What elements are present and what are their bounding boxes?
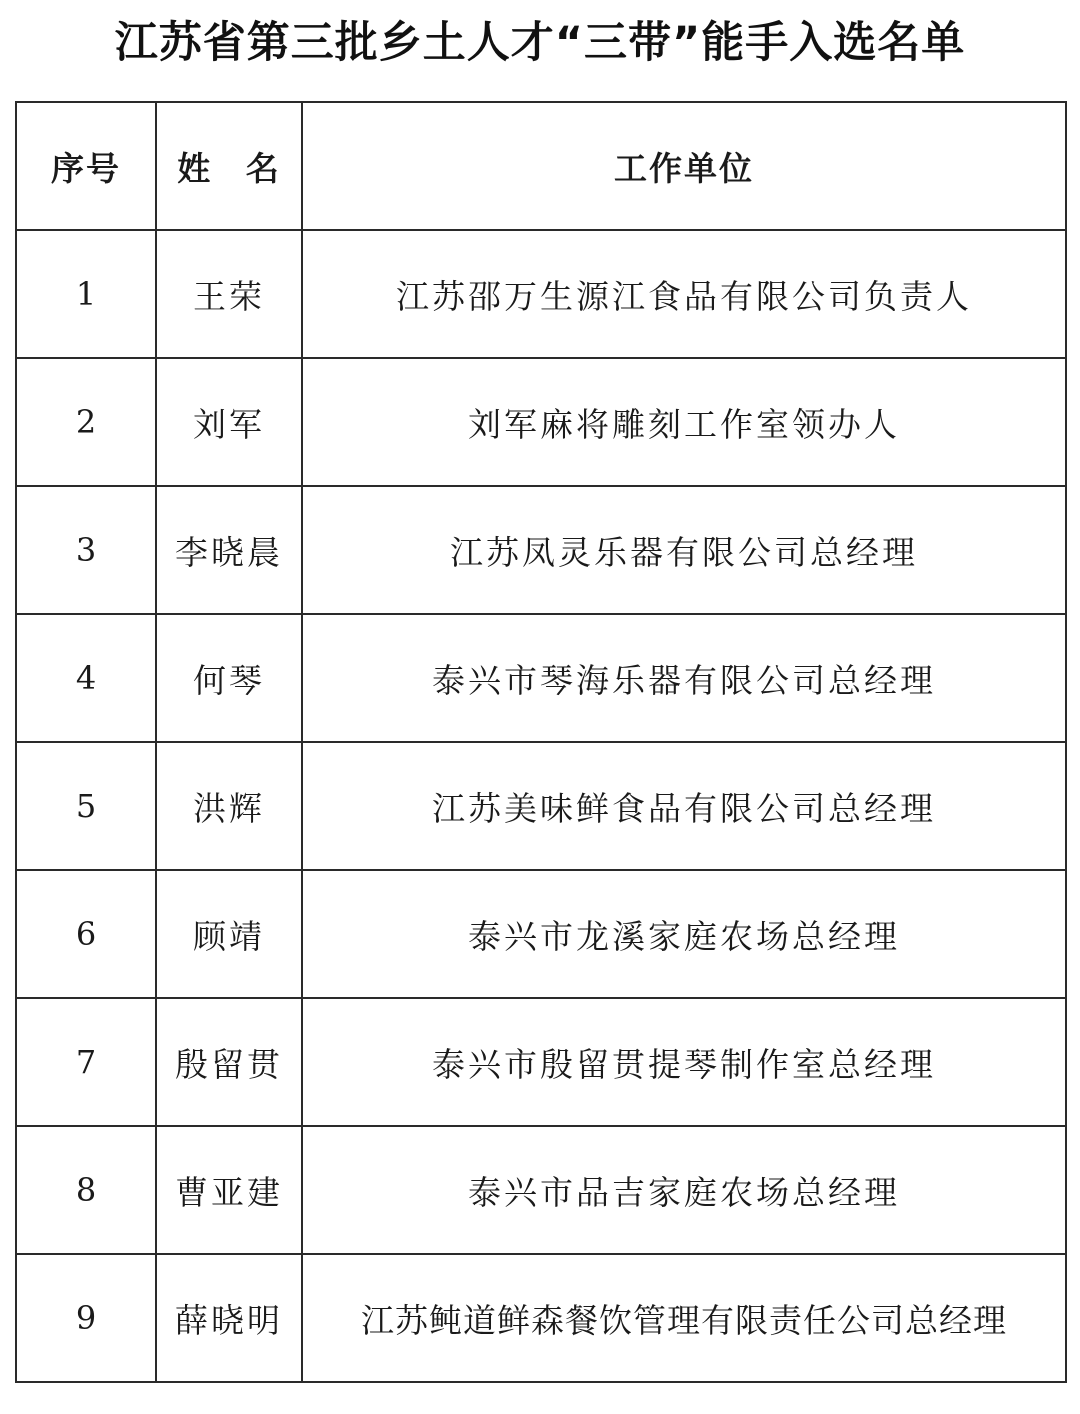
cell-name: 刘军 [156, 358, 302, 486]
cell-unit: 江苏鲀道鲜森餐饮管理有限责任公司总经理 [302, 1254, 1066, 1382]
cell-unit: 刘军麻将雕刻工作室领办人 [302, 358, 1066, 486]
cell-name: 薛晓明 [156, 1254, 302, 1382]
cell-no: 8 [16, 1126, 156, 1254]
cell-no: 3 [16, 486, 156, 614]
cell-no: 9 [16, 1254, 156, 1382]
header-no: 序号 [16, 102, 156, 230]
table-row [16, 1126, 1066, 1254]
cell-unit: 泰兴市龙溪家庭农场总经理 [302, 870, 1066, 998]
cell-unit: 江苏凤灵乐器有限公司总经理 [302, 486, 1066, 614]
cell-no: 7 [16, 998, 156, 1126]
table-row [16, 486, 1066, 614]
table-row [16, 230, 1066, 358]
cell-no: 5 [16, 742, 156, 870]
table-row [16, 358, 1066, 486]
cell-no: 6 [16, 870, 156, 998]
header-unit: 工作单位 [302, 102, 1066, 230]
table-header-row [16, 102, 1066, 230]
roster-table [15, 101, 1067, 1383]
cell-unit: 江苏美味鲜食品有限公司总经理 [302, 742, 1066, 870]
cell-no: 4 [16, 614, 156, 742]
cell-name: 何琴 [156, 614, 302, 742]
cell-no: 1 [16, 230, 156, 358]
cell-name: 洪辉 [156, 742, 302, 870]
cell-name: 顾靖 [156, 870, 302, 998]
cell-name: 李晓晨 [156, 486, 302, 614]
cell-unit: 泰兴市殷留贯提琴制作室总经理 [302, 998, 1066, 1126]
table-row [16, 998, 1066, 1126]
cell-name: 殷留贯 [156, 998, 302, 1126]
cell-name: 曹亚建 [156, 1126, 302, 1254]
document-title: 江苏省第三批乡土人才“三带”能手入选名单 [114, 18, 966, 68]
table-row [16, 614, 1066, 742]
cell-unit: 泰兴市品吉家庭农场总经理 [302, 1126, 1066, 1254]
table-row [16, 742, 1066, 870]
cell-no: 2 [16, 358, 156, 486]
cell-name: 王荣 [156, 230, 302, 358]
cell-unit: 江苏邵万生源江食品有限公司负责人 [302, 230, 1066, 358]
table-row [16, 870, 1066, 998]
header-name: 姓 名 [156, 102, 302, 230]
table-row [16, 1254, 1066, 1382]
cell-unit: 泰兴市琴海乐器有限公司总经理 [302, 614, 1066, 742]
